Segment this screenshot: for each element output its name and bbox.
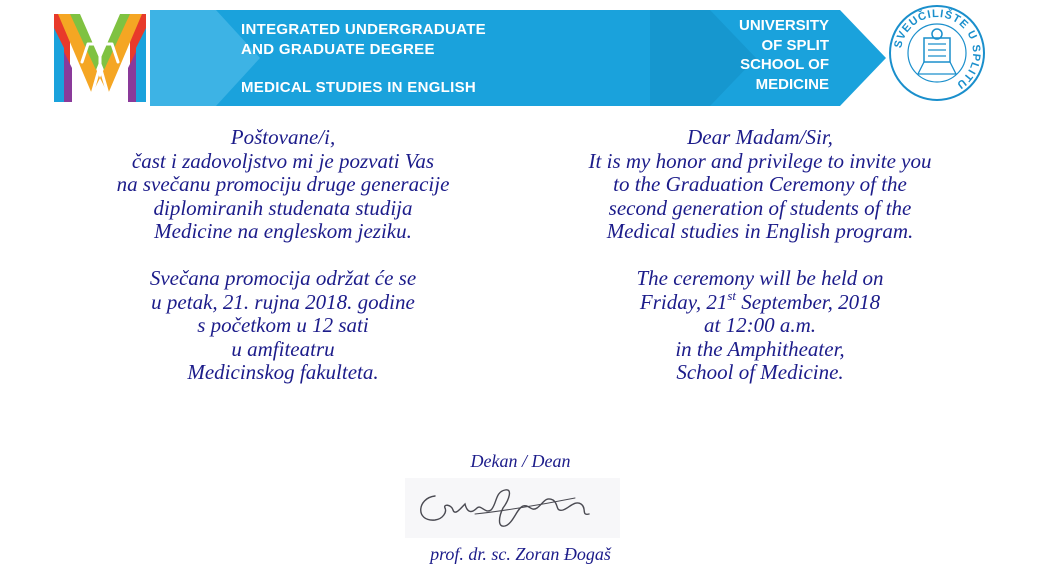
text-line: na svečanu promociju druge generacije xyxy=(116,172,450,196)
english-paragraph-2 xyxy=(520,267,1000,385)
university-name xyxy=(739,16,829,94)
date-prefix: Friday, 21 xyxy=(639,289,728,314)
university-line: MEDICINE xyxy=(755,75,829,93)
program-line2: AND GRADUATE DEGREE xyxy=(241,41,435,58)
text-line: diplomiranih studenata studija xyxy=(153,195,413,220)
croatian-paragraph-1 xyxy=(43,126,523,244)
text-line: It is my honor and privilege to invite you xyxy=(588,148,932,173)
text-line: to the Graduation Ceremony of the xyxy=(613,172,907,196)
university-seal-icon xyxy=(888,4,986,102)
date-rest: September, 2018 xyxy=(736,289,881,314)
university-line: UNIVERSITY xyxy=(738,17,829,34)
text-line: second generation of students of the xyxy=(608,195,912,220)
text-line: The ceremony will be held on xyxy=(636,266,884,290)
paragraph-spacer xyxy=(520,244,1000,268)
text-line: čast i zadovoljstvo mi je pozvati Vas xyxy=(131,148,435,173)
date-ordinal: st xyxy=(727,287,737,303)
program-line1: INTEGRATED UNDERGRADUATE xyxy=(241,21,486,38)
croatian-invitation xyxy=(43,126,523,385)
text-line: s početkom u 12 sati xyxy=(197,313,369,337)
signature-icon xyxy=(405,478,620,538)
text-line: at 12:00 a.m. xyxy=(704,313,816,337)
text-line: Medicinskog fakulteta. xyxy=(187,360,379,384)
greeting: Dear Madam/Sir, xyxy=(687,125,833,149)
university-line: OF SPLIT xyxy=(761,36,829,54)
program-line3: MEDICAL STUDIES IN ENGLISH xyxy=(241,79,477,96)
ceremony-date xyxy=(520,287,1000,315)
dean-name: prof. dr. sc. Zoran Đogaš xyxy=(430,544,611,564)
croatian-paragraph-2 xyxy=(43,267,523,385)
dean-title: Dekan / Dean xyxy=(470,451,571,471)
text-line: in the Amphitheater, xyxy=(675,336,845,361)
text-line: Svečana promocija održat će se xyxy=(149,266,417,290)
text-line: u petak, 21. rujna 2018. godine xyxy=(151,289,415,314)
header-banner xyxy=(0,0,1041,108)
text-line: u amfiteatru xyxy=(231,336,335,361)
english-invitation xyxy=(520,126,1000,385)
greeting: Poštovane/i, xyxy=(230,125,336,149)
seal-text: SVEUČILIŠTE U SPLITU xyxy=(892,7,983,92)
m-logo-icon xyxy=(50,8,150,104)
text-line: Medicine na engleskom jeziku. xyxy=(154,219,412,243)
university-line: SCHOOL OF xyxy=(740,56,829,73)
text-line: Medical studies in English program. xyxy=(606,219,914,243)
paragraph-spacer xyxy=(43,244,523,268)
text-line: School of Medicine. xyxy=(676,360,844,384)
english-paragraph-1 xyxy=(520,126,1000,244)
